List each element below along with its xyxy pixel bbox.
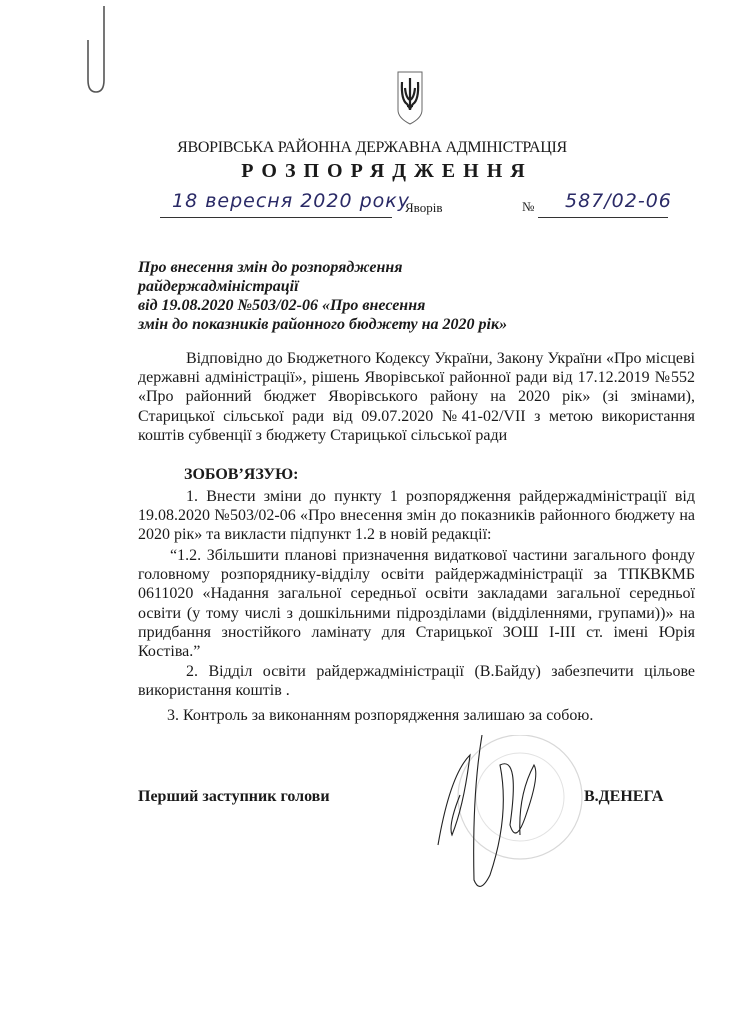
subject-line: райдержадміністрації — [138, 278, 299, 295]
paperclip-icon — [82, 2, 112, 97]
subject-line: Про внесення змін до розпорядження — [138, 259, 403, 276]
trident-coat-of-arms-icon — [397, 70, 423, 126]
signature-stroke — [474, 735, 536, 886]
handwritten-date: 18 вересня 2020 року — [172, 190, 410, 212]
organization-name: ЯВОРІВСЬКА РАЙОННА ДЕРЖАВНА АДМІНІСТРАЦІЯ — [177, 139, 567, 156]
handwritten-number: 587/02-06 — [565, 190, 672, 212]
preamble-paragraph: Відповідно до Бюджетного Кодексу України, Закону України «Про місцеві державні адміністрації», рішень Яворівської районної ради від 17.12.2019 №552 «Про районний бюджет Яворівського району на 2020 рік» (зі змінами), Старицької сільської ради від 09.07.2020 №41-02/VII з метою використання коштів субвенції з бюджету Старицької сільської ради — [138, 350, 695, 444]
item-1-paragraph: 1. Внести зміни до пункту 1 розпорядження райдержадміністрації від 19.08.2020 №503/02-06 «Про внесення змін до показників районного бюджету на 2020 рік» та викласти підпункт 1.2 в новій редакції: — [138, 488, 695, 544]
city-name: Яворів — [405, 200, 443, 215]
obliged-heading: ЗОБОВ’ЯЗУЮ: — [184, 466, 299, 483]
number-sign: № — [522, 199, 535, 214]
subject-line: від 19.08.2020 №503/02-06 «Про внесення — [138, 297, 426, 314]
item-2-paragraph: 2. Відділ освіти райдержадміністрації (В.Байду) забезпечити цільове використання коштів . — [138, 663, 695, 700]
item-3-paragraph: 3. Контроль за виконанням розпорядження залишаю за собою. — [167, 707, 594, 724]
signer-name: В.ДЕНЕГА — [584, 788, 664, 805]
document-type-title: РОЗПОРЯДЖЕННЯ — [241, 160, 533, 182]
signer-title: Перший заступник голови — [138, 788, 330, 805]
stamp-and-signature — [400, 735, 600, 905]
stamp-outer-ring — [458, 735, 582, 859]
document-subject — [138, 258, 507, 334]
subject-line: змін до показників районного бюджету на 2020 рік» — [138, 316, 508, 333]
item-1-2-paragraph: “1.2. Збільшити планові призначення видаткової частини загального фонду головному розпоряднику-відділу освіти райдержадміністрації за ТПКВКМБ 0611020 «Надання загальної середньої освіти закладами загальної середньої освіти (у тому числі з дошкільними підрозділами (відділеннями, групами))» на придбання зностійкого ламінату для Старицької ЗОШ І-ІІІ ст. імені Юрія Костіва.” — [138, 547, 695, 661]
